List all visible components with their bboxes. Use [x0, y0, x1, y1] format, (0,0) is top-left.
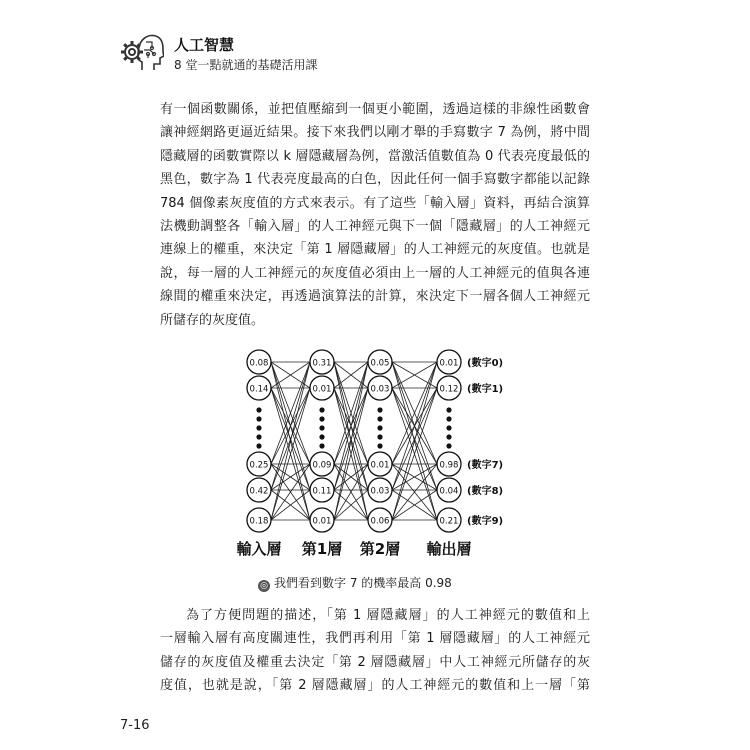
neuron-value: 0.01: [370, 460, 390, 471]
figure-caption: [258, 574, 452, 592]
neuron-value: 0.14: [249, 384, 269, 395]
neuron-value: 0.03: [370, 486, 390, 497]
output-digit-label: (數字7): [467, 460, 504, 471]
ai-head-gear-icon: [118, 30, 164, 74]
text-line: 法機動調整各「輸入層」的人工神經元與下一個「隱藏層」的人工神經元: [160, 219, 590, 235]
ellipsis-dot: [319, 425, 324, 430]
neuron-value: 0.11: [312, 486, 332, 497]
neuron-value: 0.03: [370, 384, 390, 395]
neuron-value: 0.12: [439, 384, 459, 395]
neuron-value: 0.04: [439, 486, 459, 497]
ellipsis-dot: [377, 425, 382, 430]
output-digit-label: (數字9): [467, 516, 504, 527]
text-line: 讓神經網路更逼近結果。接下來我們以剛才舉的手寫數字 7 為例，將中間: [160, 125, 590, 141]
ellipsis-dot: [377, 434, 382, 439]
text-line: 一層輸入層有高度關連性，我們再利用「第 1 層隱藏層」的人工神經元: [160, 631, 590, 647]
text-line: 784 個像素灰度值的方式來表示。有了這些「輸入層」資料，再結合演算: [160, 195, 590, 211]
ellipsis-dot: [377, 443, 382, 448]
neuron-value: 0.18: [249, 516, 269, 527]
text-line: 有一個函數關係，並把值壓縮到一個更小範圍，透過這樣的非線性函數會: [160, 102, 590, 117]
output-digit-label: (數字0): [467, 358, 504, 369]
ellipsis-dot: [446, 425, 451, 430]
output-digit-label: (數字1): [467, 384, 504, 395]
text-line: 度值，也就是說，「第 2 層隱藏層」的人工神經元的數值和上一層「第: [160, 678, 590, 694]
neuron-value: 0.25: [249, 460, 269, 471]
neuron-value: 0.05: [370, 358, 390, 369]
ellipsis-dot: [446, 434, 451, 439]
page-number: 7-16: [120, 718, 150, 733]
neural-network-diagram: [0, 340, 750, 570]
neuron-value: 0.21: [439, 516, 459, 527]
text-line: 線間的權重來決定，再透過演算法的計算，來決定下一層各個人工神經元: [160, 289, 590, 305]
neuron-value: 0.01: [439, 358, 459, 369]
paragraph-1: [160, 98, 590, 332]
paragraph-2: [160, 604, 590, 698]
layer-label: 第2層: [359, 540, 401, 558]
output-digit-label: (數字8): [467, 486, 504, 497]
caption-text: 我們看到數字 7 的機率最高 0.98: [274, 576, 452, 590]
text-line: 連線上的權重，來決定「第 1 層隱藏層」的人工神經元的灰度值。也就是: [160, 242, 590, 258]
neuron-value: 0.98: [439, 460, 459, 471]
ellipsis-dot: [446, 443, 451, 448]
ellipsis-dot: [377, 416, 382, 421]
layer-label: 第1層: [301, 540, 343, 558]
ellipsis-dot: [319, 434, 324, 439]
text-line: 說，每一層的人工神經元的灰度值必須由上一層的人工神經元的值與各連: [160, 265, 590, 281]
text-line: 黑色，數字為 1 代表亮度最高的白色，因此任何一個手寫數字都能以記錄: [160, 172, 590, 188]
text-line: 所儲存的灰度值。: [160, 312, 265, 328]
neuron-value: 0.09: [312, 460, 332, 471]
text-line: 隱藏層的函數實際以 k 層隱藏層為例，當激活值數值為 0 代表亮度最低的: [160, 148, 590, 164]
neuron-value: 0.08: [249, 358, 269, 369]
ellipsis-dot: [256, 425, 261, 430]
neuron-value: 0.31: [312, 358, 332, 369]
neuron-value: 0.01: [312, 384, 332, 395]
ellipsis-dot: [446, 416, 451, 421]
neuron-value: 0.42: [249, 486, 269, 497]
text-line: 為了方便問題的描述，「第 1 層隱藏層」的人工神經元的數值和上: [186, 608, 590, 623]
ellipsis-dot: [319, 416, 324, 421]
ellipsis-dot: [446, 407, 451, 412]
book-title: 人工智慧: [174, 36, 235, 54]
book-subtitle: 8 堂一點就通的基礎活用課: [174, 58, 318, 72]
ellipsis-dot: [377, 407, 382, 412]
connection-lines: [271, 362, 437, 520]
ellipsis-dot: [319, 443, 324, 448]
ellipsis-dot: [319, 407, 324, 412]
layer-label: 輸出層: [426, 540, 472, 558]
text-line: 儲存的灰度值及權重去決定「第 2 層隱藏層」中人工神經元所儲存的灰: [160, 654, 590, 670]
ellipsis-dot: [256, 416, 261, 421]
neural-network-figure: [0, 340, 750, 600]
ellipsis-dot: [256, 443, 261, 448]
figure-marker-icon: ◎: [258, 580, 270, 592]
ellipsis-dot: [256, 434, 261, 439]
layer-label: 輸入層: [236, 540, 282, 558]
neuron-value: 0.06: [370, 516, 390, 527]
ellipsis-dot: [256, 407, 261, 412]
neuron-value: 0.01: [312, 516, 332, 527]
